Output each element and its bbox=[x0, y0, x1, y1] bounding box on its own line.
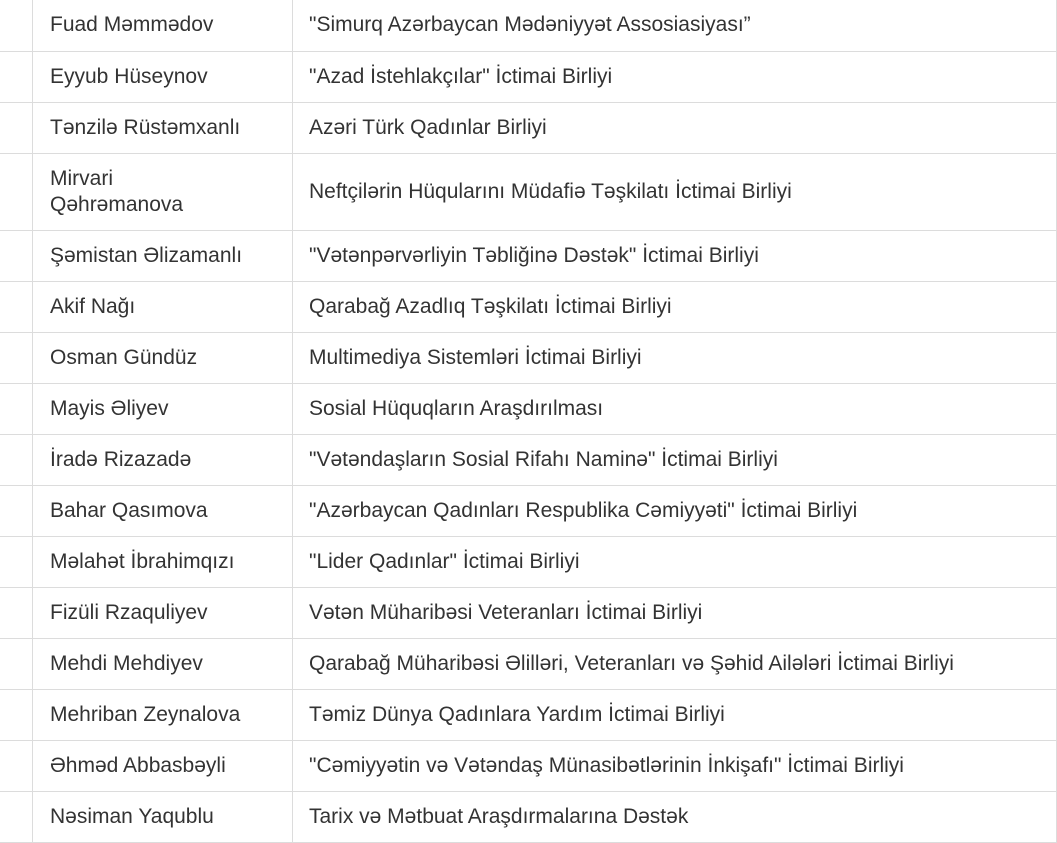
name-cell: Məlahət İbrahimqızı bbox=[33, 536, 293, 587]
organization-cell: "Azərbaycan Qadınları Respublika Cəmiyyəti" İctimai Birliyi bbox=[293, 485, 1057, 536]
name-cell: Mayis Əliyev bbox=[33, 383, 293, 434]
name-line: Qəhrəmanova bbox=[50, 192, 184, 216]
table-row bbox=[0, 281, 1057, 332]
organization-cell: Tarix və Mətbuat Araşdırmalarına Dəstək bbox=[293, 791, 1057, 842]
name-cell: İradə Rizazadə bbox=[33, 434, 293, 485]
table-row bbox=[0, 536, 1057, 587]
row-index-cell bbox=[0, 791, 33, 842]
table-row bbox=[0, 383, 1057, 434]
name-cell: Bahar Qasımova bbox=[33, 485, 293, 536]
row-index-cell bbox=[0, 102, 33, 153]
table-row bbox=[0, 332, 1057, 383]
name-cell: Akif Nağı bbox=[33, 281, 293, 332]
row-index-cell bbox=[0, 536, 33, 587]
row-index-cell bbox=[0, 281, 33, 332]
name-cell: Əhməd Abbasbəyli bbox=[33, 740, 293, 791]
table-row bbox=[0, 791, 1057, 842]
organization-cell: "Vətənpərvərliyin Təbliğinə Dəstək" İctimai Birliyi bbox=[293, 230, 1057, 281]
row-index-cell bbox=[0, 434, 33, 485]
organization-cell: "Azad İstehlakçılar" İctimai Birliyi bbox=[293, 51, 1057, 102]
row-index-cell bbox=[0, 740, 33, 791]
row-index-cell bbox=[0, 153, 33, 230]
table-row bbox=[0, 51, 1057, 102]
organization-cell: "Lider Qadınlar" İctimai Birliyi bbox=[293, 536, 1057, 587]
organization-cell: Sosial Hüquqların Araşdırılması bbox=[293, 383, 1057, 434]
organization-cell: "Vətəndaşların Sosial Rifahı Naminə" İctimai Birliyi bbox=[293, 434, 1057, 485]
row-index-cell bbox=[0, 51, 33, 102]
name-line: Mirvari bbox=[50, 166, 113, 190]
table-row bbox=[0, 740, 1057, 791]
name-cell: Şəmistan Əlizamanlı bbox=[33, 230, 293, 281]
organization-cell: Təmiz Dünya Qadınlara Yardım İctimai Birliyi bbox=[293, 689, 1057, 740]
organization-cell: "Cəmiyyətin və Vətəndaş Münasibətlərinin İnkişafı" İctimai Birliyi bbox=[293, 740, 1057, 791]
name-cell bbox=[33, 153, 293, 230]
row-index-cell bbox=[0, 689, 33, 740]
table-row bbox=[0, 230, 1057, 281]
name-cell: Tənzilə Rüstəmxanlı bbox=[33, 102, 293, 153]
name-cell: Mehriban Zeynalova bbox=[33, 689, 293, 740]
organization-cell: Qarabağ Müharibəsi Əlilləri, Veteranları və Şəhid Ailələri İctimai Birliyi bbox=[293, 638, 1057, 689]
organization-cell: Qarabağ Azadlıq Təşkilatı İctimai Birliyi bbox=[293, 281, 1057, 332]
row-index-cell bbox=[0, 230, 33, 281]
row-index-cell bbox=[0, 332, 33, 383]
organization-cell: "Simurq Azərbaycan Mədəniyyət Assosiasiyası” bbox=[293, 0, 1057, 51]
table-row bbox=[0, 638, 1057, 689]
row-index-cell bbox=[0, 485, 33, 536]
table-row bbox=[0, 153, 1057, 230]
row-index-cell bbox=[0, 638, 33, 689]
name-cell: Mehdi Mehdiyev bbox=[33, 638, 293, 689]
name-cell: Fizüli Rzaquliyev bbox=[33, 587, 293, 638]
table-row bbox=[0, 102, 1057, 153]
table-row bbox=[0, 485, 1057, 536]
table-row bbox=[0, 689, 1057, 740]
name-cell: Eyyub Hüseynov bbox=[33, 51, 293, 102]
name-cell: Osman Gündüz bbox=[33, 332, 293, 383]
row-index-cell bbox=[0, 383, 33, 434]
table-row bbox=[0, 0, 1057, 51]
organization-cell: Azəri Türk Qadınlar Birliyi bbox=[293, 102, 1057, 153]
row-index-cell bbox=[0, 587, 33, 638]
table-row bbox=[0, 434, 1057, 485]
row-index-cell bbox=[0, 0, 33, 51]
organization-cell: Vətən Müharibəsi Veteranları İctimai Birliyi bbox=[293, 587, 1057, 638]
organization-cell: Neftçilərin Hüqularını Müdafiə Təşkilatı İctimai Birliyi bbox=[293, 153, 1057, 230]
table-row bbox=[0, 587, 1057, 638]
organization-cell: Multimediya Sistemləri İctimai Birliyi bbox=[293, 332, 1057, 383]
name-cell: Nəsiman Yaqublu bbox=[33, 791, 293, 842]
name-cell: Fuad Məmmədov bbox=[33, 0, 293, 51]
